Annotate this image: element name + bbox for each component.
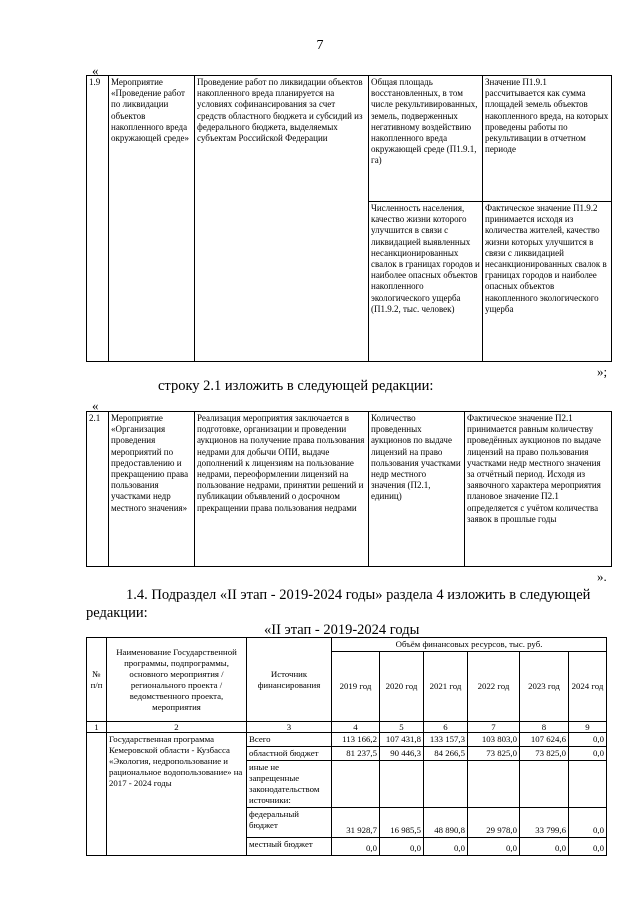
header-year: 2019 год — [332, 652, 380, 722]
value-cell — [380, 761, 424, 808]
table-row — [87, 733, 607, 747]
header-volume: Объём финансовых ресурсов, тыс. руб. — [332, 638, 607, 652]
value-cell: 29 978,0 — [468, 808, 520, 838]
indicator-formula: Фактическое значение П2.1 принимается равным количеству проведённых аукционов по выдаче лицензий на право пользования участками недр местного значения за отчётный период. Исходя из заявочного характера мероприятия плановое значение П2.1 определяется с учётом количества заявок в прошлые годы — [465, 412, 612, 567]
value-cell — [424, 761, 468, 808]
value-cell: 0,0 — [468, 838, 520, 856]
value-cell: 16 985,5 — [380, 808, 424, 838]
program-name: Государственная программа Кемеровской области - Кузбасса «Экология, недропользование и рациональное водопользование» на 2017 - 2024 годы — [107, 733, 247, 856]
source-cell: Всего — [247, 733, 332, 747]
row-number: 2.1 — [87, 412, 109, 567]
value-cell: 0,0 — [424, 838, 468, 856]
header-year: 2023 год — [520, 652, 569, 722]
value-cell: 0,0 — [332, 838, 380, 856]
value-cell: 113 166,2 — [332, 733, 380, 747]
close-quote-2: ». — [597, 569, 607, 584]
open-quote-1: « — [92, 63, 99, 78]
page-number: 7 — [316, 38, 324, 53]
table-row-1-9 — [86, 75, 612, 362]
index-cell: 4 — [332, 722, 380, 733]
header-number: № п/п — [87, 638, 107, 722]
header-year: 2022 год — [468, 652, 520, 722]
activity-name: Мероприятие «Проведение работ по ликвидации объектов накопленного вреда окружающей среде» — [109, 76, 195, 362]
indicator-formula: Значение П1.9.1 рассчитывается как сумма площадей земель объектов накопленного вреда, на которых проведены работы по рекультивации в отчетном периоде — [483, 76, 612, 202]
open-quote-2: « — [92, 398, 99, 413]
value-cell: 0,0 — [520, 838, 569, 856]
index-cell: 8 — [520, 722, 569, 733]
header-source: Источник финансирования — [247, 638, 332, 722]
indicator-name: Численность населения, качество жизни которого улучшится в связи с ликвидацией выявленных несанкционированных свалок в границах городов и наиболее опасных объектов накопленного экологического ущерба (П1.9.2, тыс. человек) — [369, 202, 483, 362]
value-cell: 0,0 — [569, 747, 607, 761]
paragraph-1-4: 1.4. Подраздел «II этап - 2019-2024 годы» раздела 4 изложить в следующей редакции: — [86, 587, 591, 621]
intro-line: строку 2.1 изложить в следующей редакции: — [158, 378, 434, 394]
index-cell: 6 — [424, 722, 468, 733]
index-cell: 9 — [569, 722, 607, 733]
value-cell: 48 890,8 — [424, 808, 468, 838]
header-year: 2024 год — [569, 652, 607, 722]
value-cell — [332, 761, 380, 808]
value-cell: 84 266,5 — [424, 747, 468, 761]
source-cell: местный бюджет — [247, 838, 332, 856]
value-cell: 107 624,6 — [520, 733, 569, 747]
activity-description: Реализация мероприятия заключается в подготовке, организации и проведении аукционов на получение права пользования недрами для добычи ОПИ, выдаче дополнений к лицензиям на пользование недрами, переоформлении лицензий на пользование недрами, принятии решений и публикации объявлений о досрочном прекращении права пользования недрами — [195, 412, 369, 567]
value-cell: 0,0 — [569, 733, 607, 747]
table-caption: «II этап - 2019-2024 годы — [264, 622, 420, 638]
index-cell: 5 — [380, 722, 424, 733]
value-cell: 81 237,5 — [332, 747, 380, 761]
source-cell: областной бюджет — [247, 747, 332, 761]
activity-name: Мероприятие «Организация проведения мероприятий по предоставлению и прекращению права пользования участками недр местного значения» — [109, 412, 195, 567]
header-name: Наименование Государственной программы, подпрограммы, основного мероприятия / регионального проекта / ведомственного проекта, мероприятия — [107, 638, 247, 722]
index-row — [87, 722, 607, 733]
header-year: 2020 год — [380, 652, 424, 722]
value-cell: 103 803,0 — [468, 733, 520, 747]
index-cell: 2 — [107, 722, 247, 733]
index-cell: 3 — [247, 722, 332, 733]
close-quote-1: »; — [597, 364, 608, 379]
value-cell: 133 157,3 — [424, 733, 468, 747]
value-cell — [569, 761, 607, 808]
activity-description: Проведение работ по ликвидации объектов накопленного вреда планируется на условиях софинансирования за счет средств областного бюджета и субсидий из федерального бюджета, выделяемых субъектам Российской Федерации — [195, 76, 369, 362]
finance-table — [86, 637, 607, 856]
index-cell: 7 — [468, 722, 520, 733]
indicator-name: Общая площадь восстановленных, в том числе рекультивированных, земель, подверженных негативному воздействию накопленного вреда окружающей среде (П1.9.1, га) — [369, 76, 483, 202]
source-cell: иные не запрещенные законодательством источники: — [247, 761, 332, 808]
value-cell — [468, 761, 520, 808]
indicator-name: Количество проведенных аукционов по выдаче лицензий на право пользования участками недр местного значения (П2.1, единиц) — [369, 412, 465, 567]
value-cell: 90 446,3 — [380, 747, 424, 761]
value-cell: 0,0 — [569, 808, 607, 838]
header-year: 2021 год — [424, 652, 468, 722]
value-cell: 107 431,8 — [380, 733, 424, 747]
value-cell — [520, 761, 569, 808]
value-cell: 0,0 — [380, 838, 424, 856]
row-number: 1.9 — [87, 76, 109, 362]
value-cell: 0,0 — [569, 838, 607, 856]
table-row-2-1 — [86, 411, 612, 567]
value-cell: 33 799,6 — [520, 808, 569, 838]
value-cell: 73 825,0 — [468, 747, 520, 761]
value-cell: 31 928,7 — [332, 808, 380, 838]
program-number — [87, 733, 107, 856]
value-cell: 73 825,0 — [520, 747, 569, 761]
index-cell: 1 — [87, 722, 107, 733]
indicator-formula: Фактическое значение П1.9.2 принимается исходя из количества жителей, качество жизни которых улучшится в связи с ликвидацией несанкционированных свалок в границах городов и наиболее опасных объектов накопленного экологического ущерба — [483, 202, 612, 362]
source-cell: федеральный бюджет — [247, 808, 332, 838]
